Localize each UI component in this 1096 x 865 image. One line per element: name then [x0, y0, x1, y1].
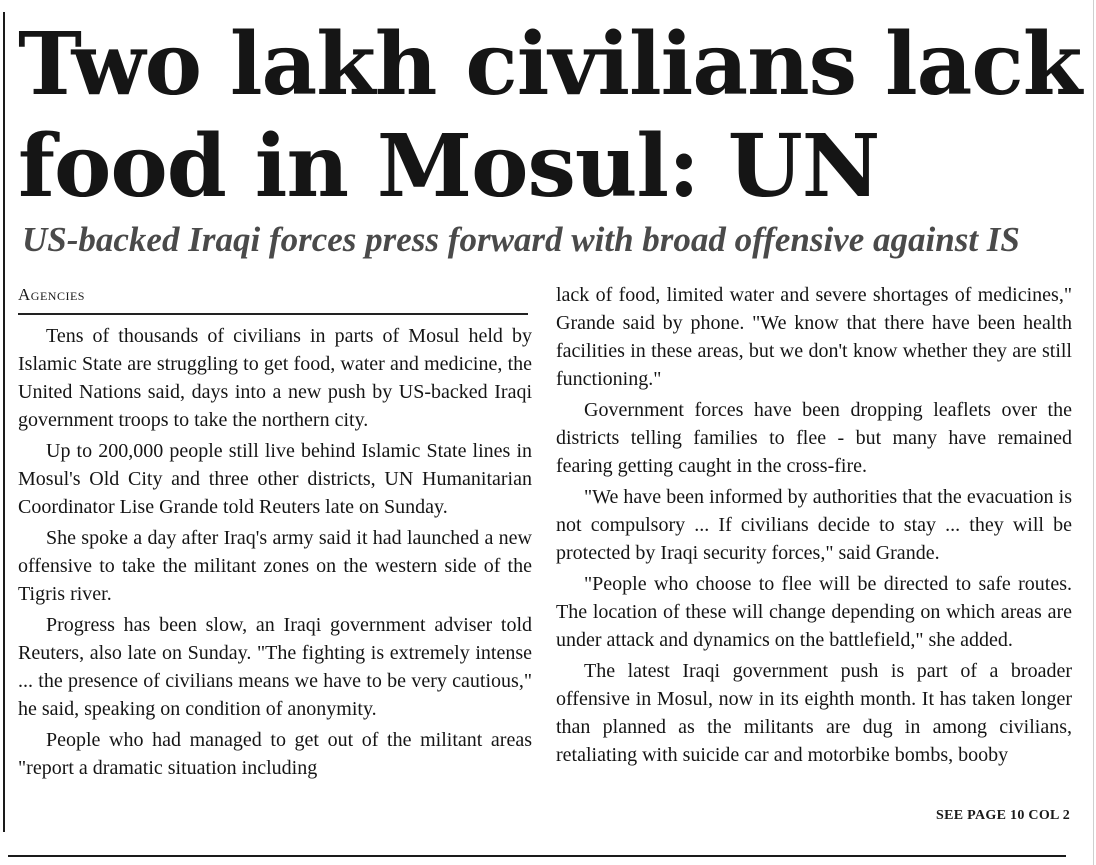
left-column-rule [3, 12, 5, 832]
paragraph: Tens of thousands of civilians in parts of Mosul held by Islamic State are struggling to get food, water and medicine, the United Nations said, days into a new push by US-backed Iraqi government troops to take the northern city. [18, 325, 532, 431]
headline [18, 14, 1088, 218]
paragraph: Progress has been slow, an Iraqi government adviser told Reuters, also late on Sunday. "The fighting is extremely intense ... the presence of civilians means we have to be very cautious," he said, speaking on condition of anonymity. [18, 614, 532, 720]
paragraph-continued: lack of food, limited water and severe shortages of medicines," Grande said by phone. "We know that there have been health facilities in these areas, but we don't know whether they are still functioning." [556, 284, 1072, 390]
right-edge-rule [1093, 0, 1094, 865]
paragraph: "We have been informed by authorities that the evacuation is not compulsory ... If civilians decide to stay ... they will be protected by Iraqi security forces," said Grande. [556, 486, 1072, 564]
byline: Agencies [18, 284, 528, 315]
paragraph: Government forces have been dropping leaflets over the districts telling families to flee - but many have remained fearing getting caught in the cross-fire. [556, 399, 1072, 477]
paragraph: She spoke a day after Iraq's army said it had launched a new offensive to take the militant zones on the western side of the Tigris river. [18, 527, 532, 605]
paragraph: Up to 200,000 people still live behind Islamic State lines in Mosul's Old City and three other districts, UN Humanitarian Coordinator Lise Grande told Reuters late on Sunday. [18, 440, 532, 518]
subheadline: US-backed Iraqi forces press forward with broad offensive against IS [22, 220, 1020, 259]
continuation-jump-line: SEE PAGE 10 COL 2 [936, 808, 1070, 823]
bottom-rule [8, 855, 1066, 857]
paragraph: "People who choose to flee will be directed to safe routes. The location of these will change depending on which areas are under attack and dynamics on the battlefield," she added. [556, 573, 1072, 651]
headline-line-2: food in Mosul: UN [18, 116, 880, 217]
article-column-2 [556, 281, 1072, 772]
headline-line-1: Two lakh civilians lack [18, 14, 1082, 115]
paragraph: The latest Iraqi government push is part of a broader offensive in Mosul, now in its eighth month. It has taken longer than planned as the militants are dug in among civilians, retaliating with suicide car and motorbike bombs, booby [556, 660, 1072, 766]
paragraph: People who had managed to get out of the militant areas "report a dramatic situation including [18, 729, 532, 779]
article-column-1 [18, 322, 532, 785]
